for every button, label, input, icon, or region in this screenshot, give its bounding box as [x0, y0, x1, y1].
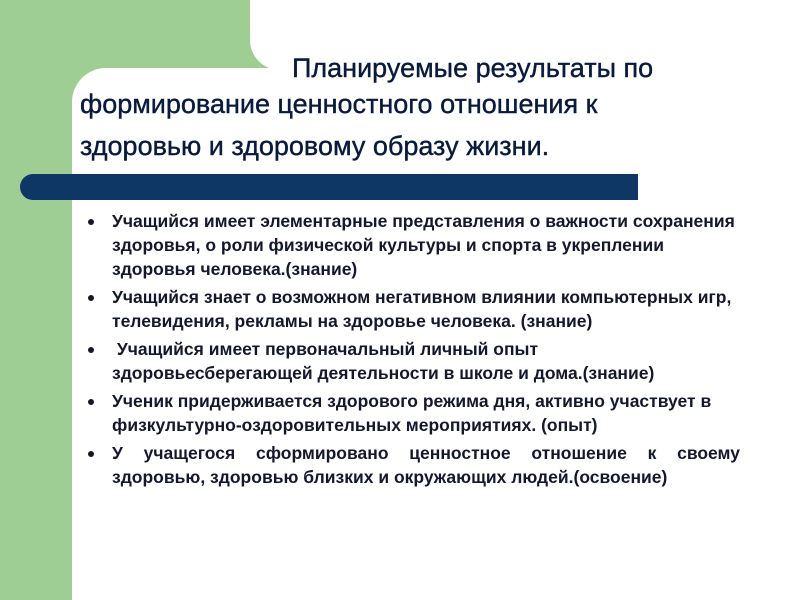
- bullet-dot-icon: [88, 219, 94, 225]
- list-item: [88, 209, 740, 281]
- list-item-text: Учащийся имеет первоначальный личный опыт здоровьесберегающей деятельности в школе и дома.(знание): [112, 339, 655, 383]
- bullet-dot-icon: [88, 295, 94, 301]
- bullet-dot-icon: [88, 347, 94, 353]
- title-divider-bar: [20, 174, 638, 200]
- list-item-text: Учащийся имеет элементарные представления о важности сохранения здоровья, о роли физической культуры и спорта в укреплении здоровья человека.(знание): [112, 211, 735, 279]
- list-item-text: Ученик придерживается здорового режима дня, активно участвует в физкультурно-оздоровительных мероприятиях. (опыт): [112, 391, 712, 435]
- bullet-dot-icon: [88, 451, 94, 457]
- list-item-text: Учащийся знает о возможном негативном влиянии компьютерных игр, телевидения, рекламы на здоровье человека. (знание): [112, 287, 732, 331]
- title-line-3: здоровью и здоровому образу жизни.: [80, 131, 550, 161]
- title-line-2: формирование ценностного отношения к: [80, 89, 598, 119]
- list-item: [88, 389, 740, 437]
- bullet-dot-icon: [88, 399, 94, 405]
- list-item: [88, 285, 740, 333]
- list-item: [88, 337, 740, 385]
- title-line-1: Планируемые результаты по: [292, 53, 654, 83]
- list-item: [88, 441, 740, 489]
- list-item-text: У учащегося сформировано ценностное отношение к своему здоровью, здоровью близких и окружающих людей.(освоение): [112, 443, 740, 487]
- slide-title: [80, 50, 780, 164]
- results-list: [88, 209, 740, 493]
